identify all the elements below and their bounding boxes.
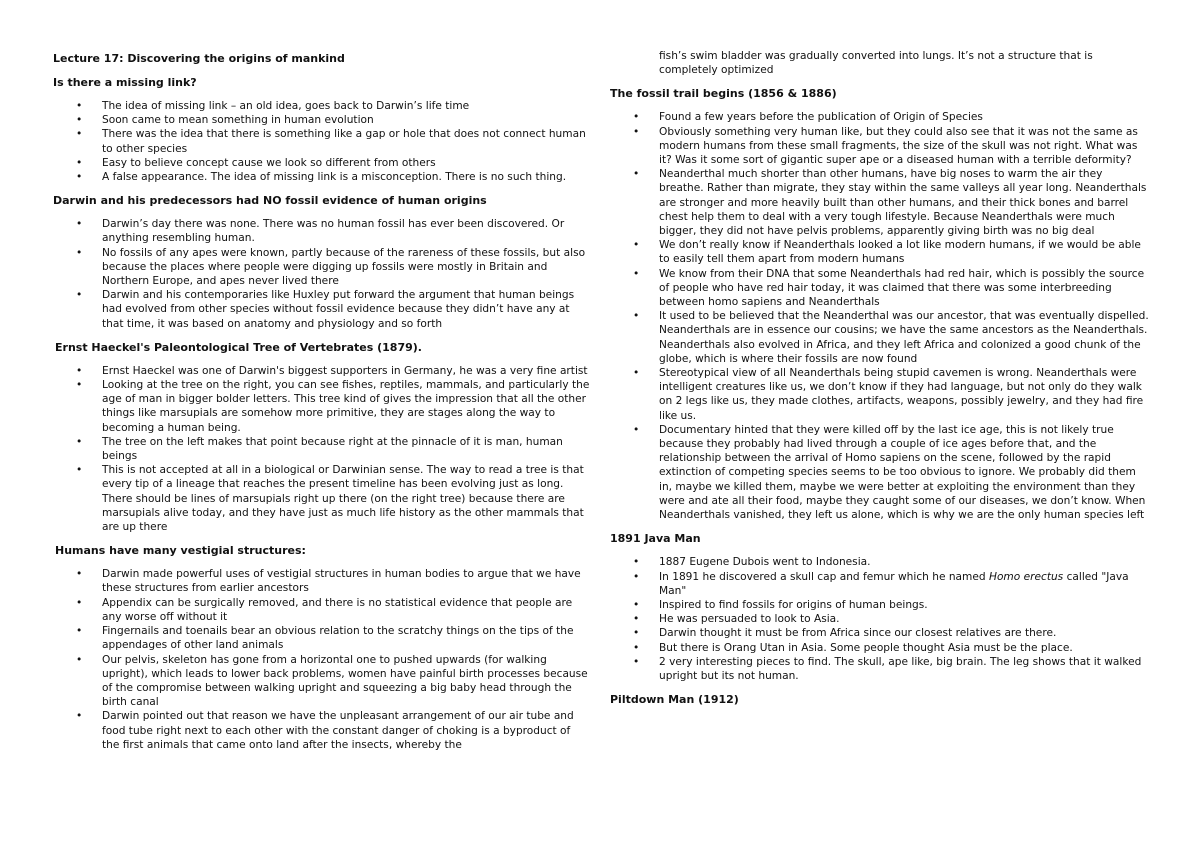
bullet-item: • A false appearance. The idea of missing link is a misconception. There is no such thing.: [53, 170, 591, 184]
bullet-text: In 1891 he discovered a skull cap and femur which he named: [659, 570, 989, 583]
bullet-list: [610, 555, 1150, 683]
bullet-item: • Easy to believe concept cause we look so different from others: [53, 156, 591, 170]
bullet-item: • Appendix can be surgically removed, and there is no statistical evidence that people are any worse off without it: [53, 596, 591, 624]
italic-term: Homo erectus: [988, 570, 1064, 583]
left-sections: [53, 75, 591, 752]
bullet-item: • Darwin thought it must be from Africa since our closest relatives are there.: [610, 626, 1150, 640]
section-heading: Piltdown Man (1912): [610, 693, 739, 707]
section-heading: Humans have many vestigial structures:: [55, 544, 306, 558]
bullet-item: • This is not accepted at all in a biological or Darwinian sense. The way to read a tree is that every tip of a lineage that reaches the present timeline has been evolving just as long. There should be lines of marsupials right up there (on the right tree) because there are marsupials alive today, and they have just as much life history as the other mammals that are up there: [53, 463, 591, 534]
bullet-item: • No fossils of any apes were known, partly because of the rareness of these fossils, but also because the places where people were digging up fossils were mostly in Britain and Northern Europe, and apes never lived there: [53, 246, 591, 289]
section: [53, 340, 591, 534]
section-heading: Is there a missing link?: [53, 76, 197, 89]
bullet-item: • Obviously something very human like, but they could also see that it was not the same as modern humans from these small fragments, the size of the skull was not right. What was it? Was it some sort of gigantic super ape or a diseased human with a terrible deformity?: [610, 125, 1150, 168]
section: [53, 75, 591, 184]
bullet-item: • 2 very interesting pieces to find. The skull, ape like, big brain. The leg shows that it walked upright but its not human.: [610, 655, 1150, 683]
bullet-item: • The tree on the left makes that point because right at the pinnacle of it is man, human beings: [53, 435, 591, 463]
right-sections: [610, 86, 1150, 707]
bullet-item: • Ernst Haeckel was one of Darwin's biggest supporters in Germany, he was a very fine artist: [53, 364, 591, 378]
bullet-item: • Inspired to find fossils for origins of human beings.: [610, 598, 1150, 612]
bullet-list: [53, 99, 591, 184]
bullet-list: [53, 364, 591, 534]
bullet-item: • Darwin made powerful uses of vestigial structures in human bodies to argue that we have these structures from earlier ancestors: [53, 567, 591, 595]
bullet-item: • 1887 Eugene Dubois went to Indonesia.: [610, 555, 1150, 569]
section: [53, 193, 591, 331]
bullet-item: • We know from their DNA that some Neanderthals had red hair, which is possibly the source of people who have red hair today, it was claimed that there was some interbreeding between homo sapiens and Neanderthals: [610, 267, 1150, 310]
bullet-list: [610, 110, 1150, 522]
section: [610, 86, 1150, 522]
left-column: [53, 51, 591, 761]
bullet-item: • Neanderthal much shorter than other humans, have big noses to warm the air they breathe. Rather than migrate, they stay within the same valleys all year long. Neanderthals are stronger and more heavily built than other humans, and their thick bones and barrel chest help them to deal with a very tough lifestyle. Because Neanderthals were much bigger, they did not have pelvis problems, apparently giving birth was no big deal: [610, 167, 1150, 238]
bullet-item: • Fingernails and toenails bear an obvious relation to the scratchy things on the tips of the appendages of other land animals: [53, 624, 591, 652]
section: [53, 543, 591, 752]
bullet-item: • It used to be believed that the Neanderthal was our ancestor, that was eventually dispelled. Neanderthals are in essence our cousins; we have the same ancestors as the Neanderthals. Neanderthals also evolved in Africa, and they left Africa and colonized a good chunk of the globe, which is where their fossils are now found: [610, 309, 1150, 366]
bullet-item: • The idea of missing link – an old idea, goes back to Darwin’s life time: [53, 99, 591, 113]
bullet-item: • But there is Orang Utan in Asia. Some people thought Asia must be the place.: [610, 641, 1150, 655]
bullet-item: • Darwin’s day there was none. There was no human fossil has ever been discovered. Or anything resembling human.: [53, 217, 591, 245]
bullet-item: • We don’t really know if Neanderthals looked a lot like modern humans, if we would be able to easily tell them apart from modern humans: [610, 238, 1150, 266]
continued-text: fish’s swim bladder was gradually converted into lungs. It’s not a structure that is completely optimized: [659, 50, 1093, 77]
section: [610, 531, 1150, 683]
bullet-item: • Soon came to mean something in human evolution: [53, 113, 591, 127]
bullet-item: • Our pelvis, skeleton has gone from a horizontal one to pushed upwards (for walking upright), which leads to lower back problems, women have painful birth processes because of the compromise between walking upright and squeezing a big baby head through the birth canal: [53, 653, 591, 710]
bullet-item: • Darwin and his contemporaries like Huxley put forward the argument that human beings had evolved from other species without fossil evidence because they didn’t have any at that time, it was based on anatomy and physiology and so forth: [53, 288, 591, 331]
document-title: Lecture 17: Discovering the origins of mankind: [53, 52, 345, 65]
right-column: [610, 51, 1150, 716]
section-heading: Darwin and his predecessors had NO fossil evidence of human origins: [53, 194, 487, 208]
bullet-item: • He was persuaded to look to Asia.: [610, 612, 1150, 626]
bullet-list: [53, 567, 591, 752]
section-heading: The fossil trail begins (1856 & 1886): [610, 87, 837, 101]
bullet-item: • Looking at the tree on the right, you can see fishes, reptiles, mammals, and particularly the age of man in bigger bolder letters. This tree kind of gives the impression that all the other things like marsupials are somehow more primitive, they are stages along the way to becoming a human being.: [53, 378, 591, 435]
bullet-text: called "Java Man": [659, 570, 1129, 597]
bullet-item: • Stereotypical view of all Neanderthals being stupid cavemen is wrong. Neanderthals were intelligent creatures like us, we don’t know if they had language, but not only do they walk on 2 legs like us, they made clothes, artifacts, weapons, possibly jewelry, and they had fire like us.: [610, 366, 1150, 423]
section-heading: 1891 Java Man: [610, 532, 701, 546]
section: [610, 692, 1150, 707]
bullet-list: [53, 217, 591, 331]
bullet-item: • There was the idea that there is something like a gap or hole that does not connect human to other species: [53, 127, 591, 155]
bullet-item: • Found a few years before the publication of Origin of Species: [610, 110, 1150, 124]
bullet-item: [610, 570, 1150, 598]
bullet-item: • Documentary hinted that they were killed off by the last ice age, this is not likely true because they probably had lived through a couple of ice ages before that, and the relationship between the arrival of Homo sapiens on the scene, followed by the rapid extinction of competing species seems to be too obvious to ignore. We probably did them in, maybe we killed them, maybe we were better at exploiting the environment than they were and ate all their food, maybe they caught some of our diseases, we don’t know. When Neanderthals vanished, they left us alone, which is why we are the only human species left: [610, 423, 1150, 522]
bullet-item: • Darwin pointed out that reason we have the unpleasant arrangement of our air tube and food tube right next to each other with the constant danger of choking is a byproduct of the first animals that came onto land after the insects, whereby the: [53, 709, 591, 752]
section-heading: Ernst Haeckel's Paleontological Tree of Vertebrates (1879).: [55, 340, 422, 354]
